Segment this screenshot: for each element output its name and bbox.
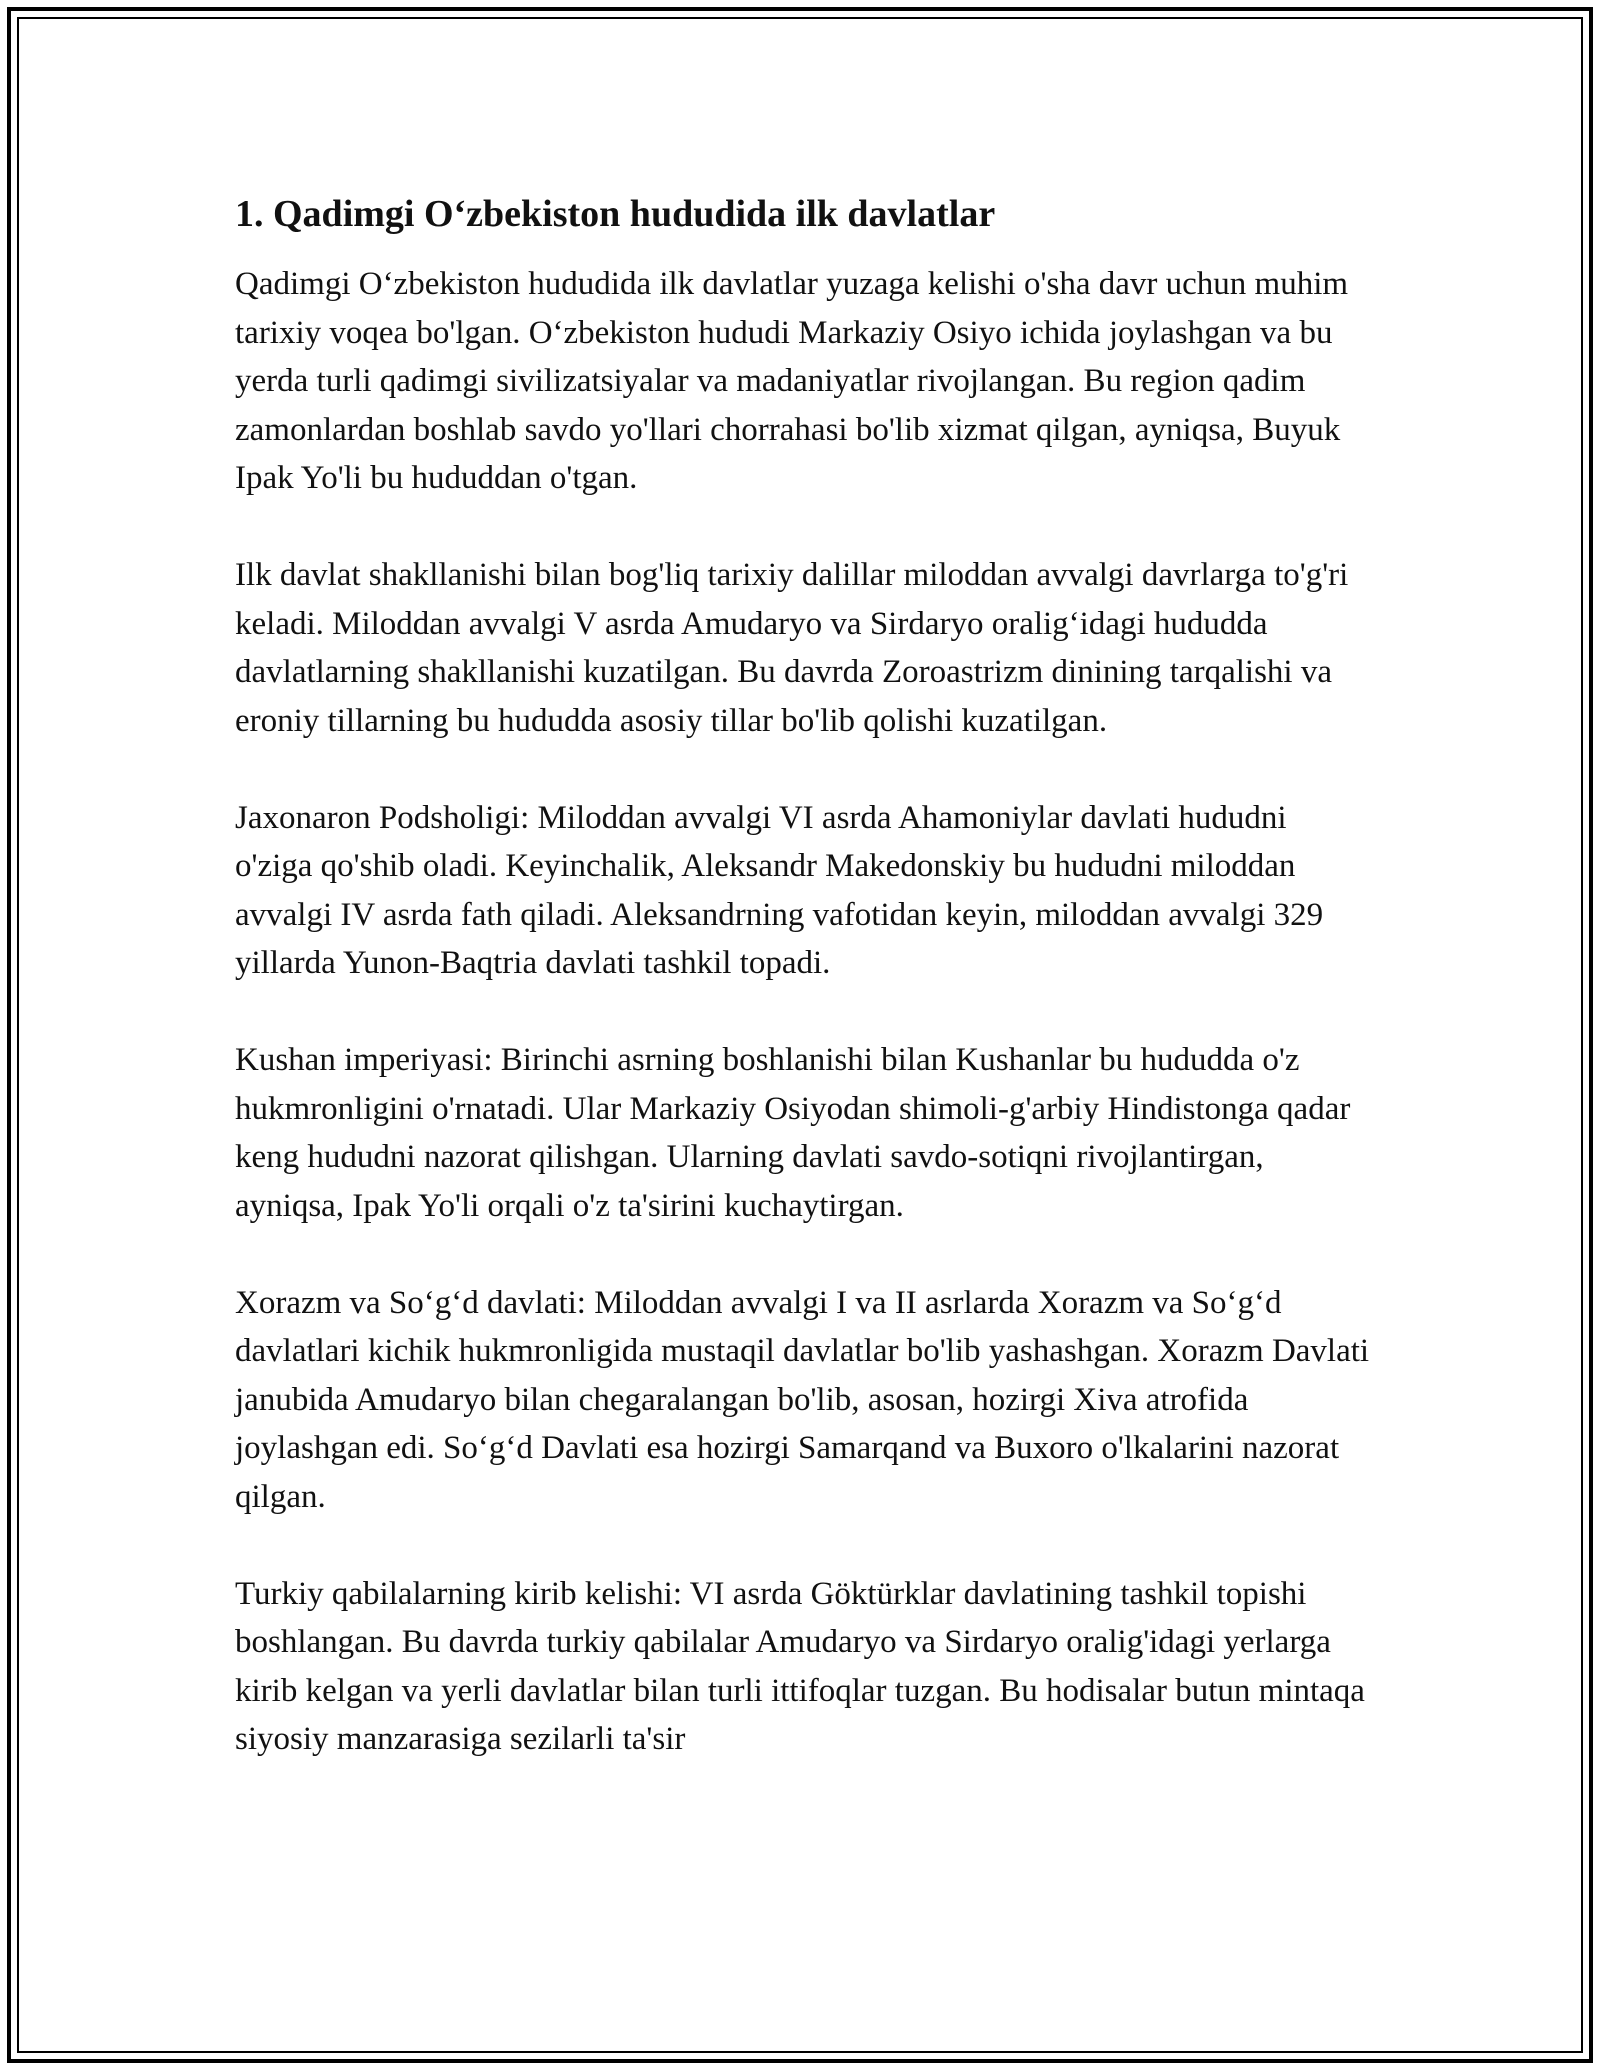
- paragraph-turkic: Turkiy qabilalarning kirib kelishi: VI asrda Göktürklar davlatining tashkil topishi boshlangan. Bu davrda turkiy qabilalar Amudaryo va Sirdaryo oralig'idagi yerlarga kirib kelgan va yerli davlatlar bilan turli ittifoqlar tuzgan. Bu hodisalar butun mintaqa siyosiy manzarasiga sezilarli ta'sir: [235, 1575, 1365, 1757]
- paragraph-intro: Qadimgi O‘zbekiston hududida ilk davlatlar yuzaga kelishi o'sha davr uchun muhim tarixiy voqea bo'lgan. O‘zbekiston hududi Markaziy Osiyo ichida joylashgan va bu yerda turli qadimgi sivilizatsiyalar va madaniyatlar rivojlangan. Bu region qadim zamonlardan boshlab savdo yo'llari chorrahasi bo'lib xizmat qilgan, ayniqsa, Buyuk Ipak Yo'li bu hududdan o'tgan.: [235, 266, 1349, 496]
- section-title: 1. Qadimgi O‘zbekiston hududida ilk davlatlar: [235, 193, 996, 235]
- paragraph-khorezm-sogd: Xorazm va So‘g‘d davlati: Miloddan avvalgi I va II asrlarda Xorazm va So‘g‘d davlatlari kichik hukmronligida mustaqil davlatlar bo'lib yashashgan. Xorazm Davlati janubida Amudaryo bilan chegaralangan bo'lib, asosan, hozirgi Xiva atrofida joylashgan edi. So‘g‘d Davlati esa hozirgi Samarqand va Buxoro o'lkalarini nazorat qilgan.: [235, 1284, 1370, 1515]
- paragraph-achaemenid: Jaxonaron Podsholigi: Miloddan avvalgi VI asrda Ahamoniylar davlati hududni o'ziga qo'shib oladi. Keyinchalik, Aleksandr Makedonskiy bu hududni miloddan avvalgi IV asrda fath qiladi. Aleksandrning vafotidan keyin, miloddan avvalgi 329 yillarda Yunon-Baqtria davlati tashkil topadi.: [235, 799, 1324, 981]
- paragraph-kushan: Kushan imperiyasi: Birinchi asrning boshlanishi bilan Kushanlar bu hududda o'z hukmronligini o'rnatadi. Ular Markaziy Osiyodan shimoli-g'arbiy Hindistonga qadar keng hududni nazorat qilishgan. Ularning davlati savdo-sotiqni rivojlantirgan, ayniqsa, Ipak Yo'li orqali o'z ta'sirini kuchaytirgan.: [235, 1042, 1351, 1224]
- paragraph-first-states: Ilk davlat shakllanishi bilan bog'liq tarixiy dalillar miloddan avvalgi davrlarga to'g'ri keladi. Miloddan avvalgi V asrda Amudaryo va Sirdaryo oralig‘idagi hududda davlatlarning shakllanishi kuzatilgan. Bu davrda Zoroastrizm dinining tarqalishi va eroniy tillarning bu hududda asosiy tillar bo'lib qolishi kuzatilgan.: [235, 557, 1349, 739]
- document-body: [235, 188, 1370, 1812]
